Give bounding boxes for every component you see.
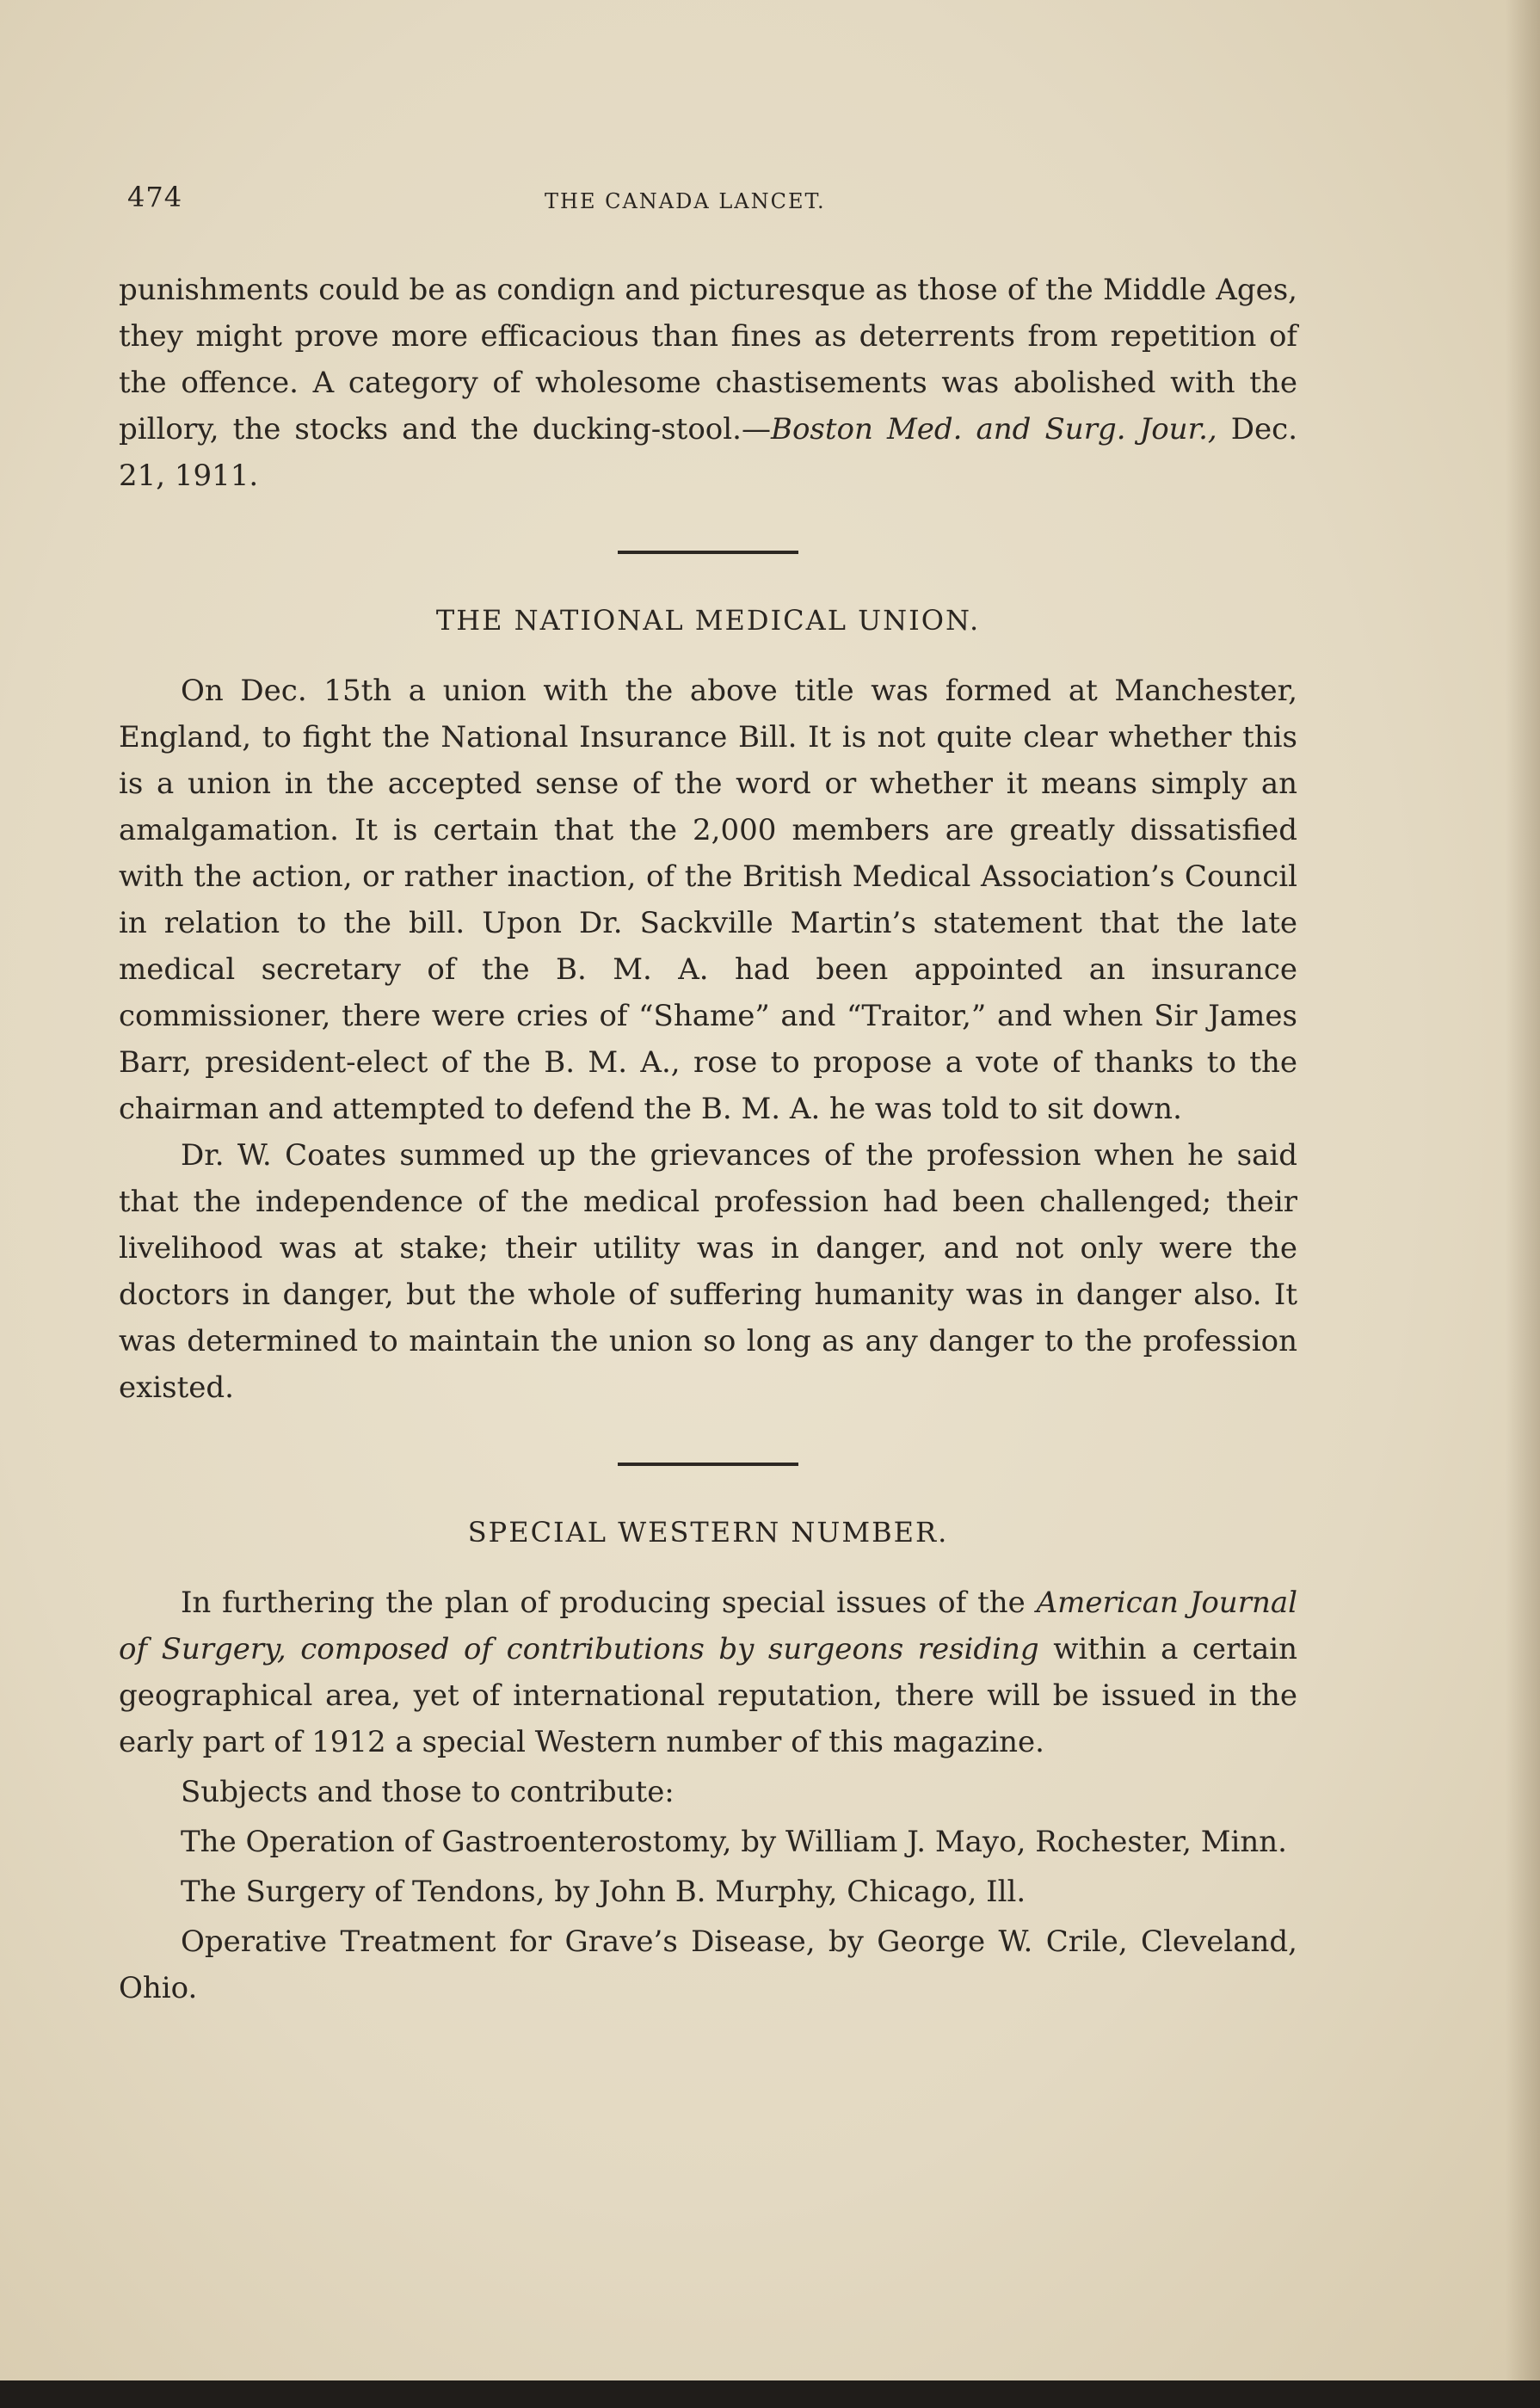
journal-title: THE CANADA LANCET. <box>545 189 826 213</box>
page-number: 474 <box>127 181 183 213</box>
running-head <box>127 181 1306 232</box>
page-edge-shadow <box>1506 0 1540 2408</box>
subject-item: The Surgery of Tendons, by John B. Murphy, Chicago, Ill. <box>181 1875 1026 1909</box>
page-content <box>119 267 1297 2011</box>
continuation-paragraph <box>119 267 1297 499</box>
section-title-national-medical-union: THE NATIONAL MEDICAL UNION. <box>435 604 981 637</box>
section-title-special-western-number: SPECIAL WESTERN NUMBER. <box>467 1516 949 1549</box>
journal-name-italic: American Journal of Surgery, composed of contributions by surgeons residing <box>119 1586 1297 1666</box>
scan-bottom-edge <box>0 2380 1540 2408</box>
section-divider <box>618 1463 798 1466</box>
intro-paragraph <box>119 1580 1297 1765</box>
subject-item: Operative Treatment for Grave’s Disease, by George W. Crile, Cleveland, Ohio. <box>119 1925 1297 2005</box>
citation-source: Boston Med. and Surg. Jour., <box>770 412 1217 446</box>
body-paragraph: On Dec. 15th a union with the above title was formed at Manchester, England, to fight the National Insurance Bill. It is not quite clear whether this is a union in the accepted sense of the word or whether it means simply an amalgamation. It is certain that the 2,000 members are greatly dissatisfied with the action, or rather inaction, of the British Medical Association’s Council in relation to the bill. Upon Dr. Sackville Martin’s statement that the late medical secretary of the B. M. A. had been appointed an insurance commissioner, there were cries of “Shame” and “Traitor,” and when Sir James Barr, president-elect of the B. M. A., rose to propose a vote of thanks to the chairman and attempted to defend the B. M. A. he was told to sit down. <box>119 674 1297 1126</box>
subjects-heading: Subjects and those to contribute: <box>181 1775 675 1809</box>
section-divider <box>618 551 798 554</box>
subject-item: The Operation of Gastroenterostomy, by William J. Mayo, Rochester, Minn. <box>181 1825 1287 1859</box>
intro-text-end: within a certain geographical area, yet of international reputation, there will be issued in the early part of 1912 a special Western number of this magazine. <box>119 1632 1297 1759</box>
body-paragraph: Dr. W. Coates summed up the grievances of the profession when he said that the independence of the medical profession had been challenged; their livelihood was at stake; their utility was in danger, and not only were the doctors in danger, but the whole of suffering humanity was in danger also. It was determined to maintain the union so long as any danger to the profession existed. <box>119 1138 1297 1405</box>
citation-date: Dec. 21, 1911. <box>119 412 1298 493</box>
continuation-text: punishments could be as condign and picturesque as those of the Middle Ages, they might prove more efficacious than fines as deterrents from repetition of the offence. A category of wholesome chastisements was abolished with the pillory, the stocks and the ducking-stool.— <box>119 273 1297 446</box>
intro-text: In furthering the plan of producing special issues of the <box>181 1586 1037 1620</box>
